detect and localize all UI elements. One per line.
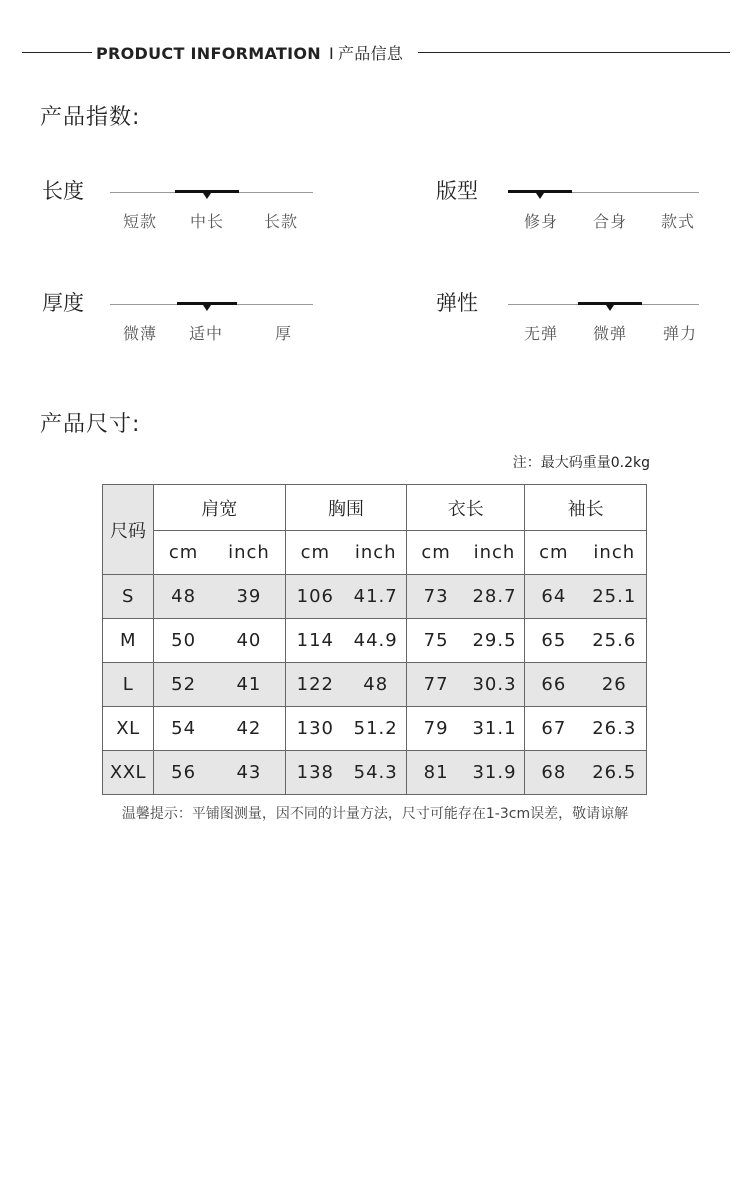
scale-elasticity	[436, 290, 750, 350]
size-section-title: 产品尺寸:	[40, 412, 141, 437]
value-cell: 79	[407, 707, 465, 751]
value-cell: 81	[407, 751, 465, 795]
value-cell: 48	[345, 663, 407, 707]
value-cell: 114	[285, 619, 345, 663]
unit-cm: cm	[153, 531, 213, 575]
value-cell: 56	[153, 751, 213, 795]
header-separator: I	[328, 44, 334, 63]
table-row	[103, 751, 647, 795]
unit-cm: cm	[525, 531, 583, 575]
unit-inch: inch	[345, 531, 407, 575]
value-cell: 28.7	[465, 575, 525, 619]
scale-option: 短款	[123, 212, 158, 231]
value-cell: 26.5	[583, 751, 647, 795]
value-cell: 54.3	[345, 751, 407, 795]
scale-option: 微薄	[123, 324, 158, 343]
scale-option: 适中	[189, 324, 224, 343]
header-title-cn: 产品信息	[338, 44, 404, 63]
scale-option: 无弹	[524, 324, 559, 343]
table-row	[103, 707, 647, 751]
weight-note: 注：最大码重量0.2kg	[512, 455, 650, 471]
scale-thickness	[42, 290, 362, 350]
scale-label: 版型	[436, 179, 478, 203]
scale-option: 长款	[264, 212, 299, 231]
scale-option: 微弹	[593, 324, 628, 343]
unit-inch: inch	[583, 531, 647, 575]
size-cell: XL	[103, 707, 154, 751]
scale-option: 合身	[593, 212, 628, 231]
header-title-en: PRODUCT INFORMATION	[96, 44, 321, 63]
value-cell: 42	[213, 707, 285, 751]
value-cell: 41.7	[345, 575, 407, 619]
scale-fit	[436, 178, 750, 238]
value-cell: 64	[525, 575, 583, 619]
value-cell: 52	[153, 663, 213, 707]
unit-inch: inch	[465, 531, 525, 575]
value-cell: 66	[525, 663, 583, 707]
unit-cm: cm	[407, 531, 465, 575]
scale-option: 款式	[661, 212, 696, 231]
scale-option: 厚	[275, 324, 293, 343]
value-cell: 25.6	[583, 619, 647, 663]
scale-length	[42, 178, 362, 238]
value-cell: 138	[285, 751, 345, 795]
value-cell: 30.3	[465, 663, 525, 707]
value-cell: 122	[285, 663, 345, 707]
value-cell: 50	[153, 619, 213, 663]
value-cell: 77	[407, 663, 465, 707]
value-cell: 106	[285, 575, 345, 619]
value-cell: 65	[525, 619, 583, 663]
value-cell: 75	[407, 619, 465, 663]
value-cell: 40	[213, 619, 285, 663]
unit-inch: inch	[213, 531, 285, 575]
table-row	[103, 663, 647, 707]
group-header-sleeve: 袖长	[525, 485, 647, 531]
size-column-header: 尺码	[103, 485, 154, 575]
value-cell: 31.1	[465, 707, 525, 751]
size-cell: M	[103, 619, 154, 663]
triangle-marker-icon	[203, 305, 211, 311]
value-cell: 68	[525, 751, 583, 795]
index-section-title: 产品指数:	[40, 105, 141, 130]
scale-label: 厚度	[42, 291, 84, 315]
size-cell: L	[103, 663, 154, 707]
header-rule-left	[22, 52, 92, 53]
value-cell: 41	[213, 663, 285, 707]
value-cell: 25.1	[583, 575, 647, 619]
value-cell: 31.9	[465, 751, 525, 795]
header-rule-right	[418, 52, 730, 53]
value-cell: 43	[213, 751, 285, 795]
value-cell: 39	[213, 575, 285, 619]
triangle-marker-icon	[606, 305, 614, 311]
value-cell: 44.9	[345, 619, 407, 663]
measurement-tip: 温馨提示：平铺图测量，因不同的计量方法，尺寸可能存在1-3cm误差，敬请谅解	[121, 806, 629, 822]
scale-option: 中长	[190, 212, 225, 231]
scale-label: 长度	[42, 179, 84, 203]
value-cell: 29.5	[465, 619, 525, 663]
size-cell: S	[103, 575, 154, 619]
value-cell: 26.3	[583, 707, 647, 751]
value-cell: 26	[583, 663, 647, 707]
table-row	[103, 619, 647, 663]
scale-option: 弹力	[663, 324, 698, 343]
table-row	[103, 575, 647, 619]
triangle-marker-icon	[203, 193, 211, 199]
value-cell: 130	[285, 707, 345, 751]
group-header-length: 衣长	[407, 485, 525, 531]
group-header-chest: 胸围	[285, 485, 407, 531]
unit-cm: cm	[285, 531, 345, 575]
value-cell: 54	[153, 707, 213, 751]
section-header	[96, 44, 412, 64]
size-table	[102, 484, 647, 795]
size-cell: XXL	[103, 751, 154, 795]
triangle-marker-icon	[536, 193, 544, 199]
value-cell: 73	[407, 575, 465, 619]
value-cell: 67	[525, 707, 583, 751]
scale-label: 弹性	[436, 291, 478, 315]
value-cell: 51.2	[345, 707, 407, 751]
scale-option: 修身	[524, 212, 559, 231]
group-header-shoulder: 肩宽	[153, 485, 285, 531]
value-cell: 48	[153, 575, 213, 619]
